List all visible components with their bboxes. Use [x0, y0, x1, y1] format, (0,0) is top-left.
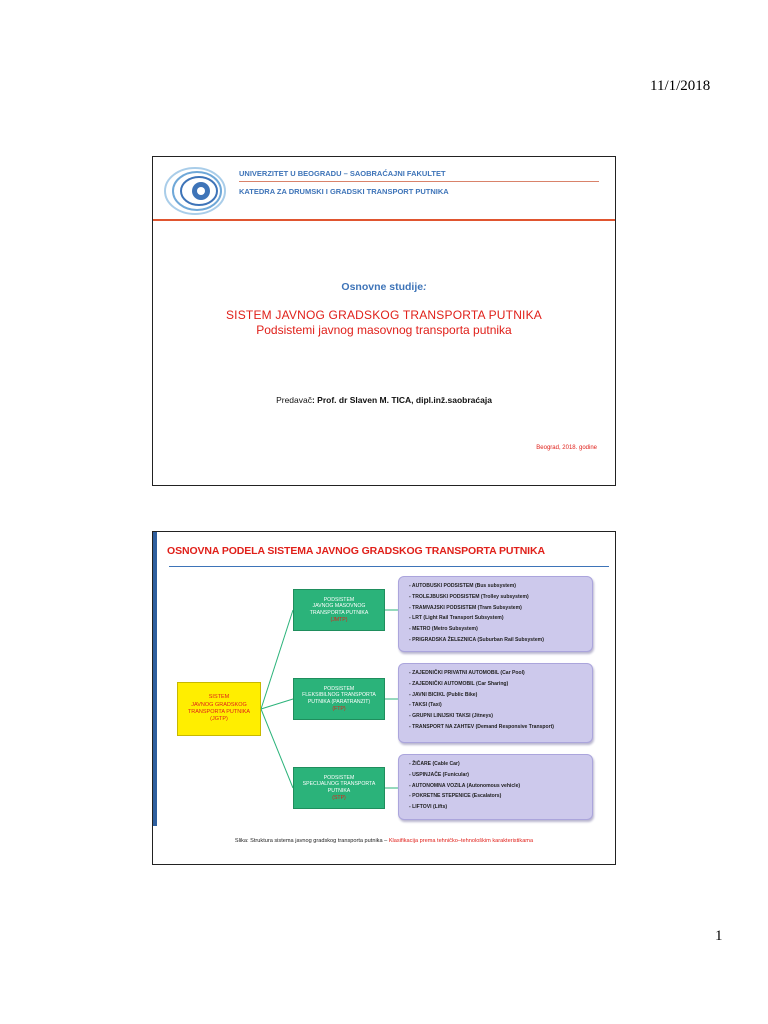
header-separator — [153, 219, 615, 221]
list-item: - PRIGRADSKA ŽELEZNICA (Suburban Rail Subsystem) — [409, 636, 544, 643]
faculty-logo-icon — [163, 165, 227, 217]
subsystem-box-jmtp: PODSISTEM JAVNOG MASOVNOG TRANSPORTA PUTNIKA (JMTP) — [293, 589, 385, 631]
slide-title — [152, 156, 616, 486]
list-item: - LRT (Light Rail Transport Subsystem) — [409, 615, 504, 622]
list-item: - JAVNI BICIKL (Public Bike) — [409, 691, 478, 698]
list-item: - POKRETNE STEPENICE (Escalators) — [409, 793, 502, 800]
page-date: 11/1/2018 — [650, 78, 711, 94]
list-item: - GRUPNI LINIJSKI TAKSI (Jitneys) — [409, 713, 493, 720]
list-item: - TRANSPORT NA ZAHTEV (Demand Responsive Transport) — [409, 723, 554, 730]
page-number: 1 — [715, 928, 723, 944]
list-item: - LIFTOVI (Lifts) — [409, 804, 448, 811]
slide-classification — [152, 531, 616, 865]
list-item: - AUTONOMNA VOZILA (Autonomous vehicle) — [409, 782, 521, 789]
header-divider — [239, 181, 599, 182]
university-name: UNIVERZITET U BEOGRADU – SAOBRAĆAJNI FAKULTET — [239, 169, 446, 178]
connector-main-jmtp — [261, 610, 293, 709]
department-name: KATEDRA ZA DRUMSKI I GRADSKI TRANSPORT PUTNIKA — [239, 187, 449, 196]
list-item: - ZAJEDNIČKI PRIVATNI AUTOMOBIL (Car Pool) — [409, 670, 525, 676]
slide-title: OSNOVNA PODELA SISTEMA JAVNOG GRADSKOG TRANSPORTA PUTNIKA — [167, 545, 545, 557]
lecture-subtitle: Podsistemi javnog masovnog transporta putnika — [256, 323, 512, 337]
list-item: - AUTOBUSKI PODSISTEM (Bus subsystem) — [409, 583, 516, 589]
list-item: - ZAJEDNIČKI AUTOMOBIL (Car Sharing) — [409, 680, 509, 687]
list-stp — [398, 754, 593, 820]
subsystem-box-stp: PODSISTEM SPECIJALNOG TRANSPORTA PUTNIKA (STP) — [293, 767, 385, 809]
connector-main-ftp — [261, 699, 293, 709]
list-jmtp — [398, 576, 593, 652]
lecture-title: SISTEM JAVNOG GRADSKOG TRANSPORTA PUTNIKA — [225, 308, 543, 322]
list-item: - USPINJAČE (Funicular) — [409, 771, 469, 778]
lecturer: Predavač: Prof. dr Slaven M. TICA, dipl.inž.saobraćaja — [276, 395, 492, 405]
figure-caption: Slika: Struktura sistema javnog gradskog transporta putnika – Klasifikacija prema tehničko–tehnološkim karakteristikama — [234, 838, 534, 844]
list-item: - ŽIČARE (Cable Car) — [409, 761, 460, 767]
main-system-box: SISTEM JAVNOG GRADSKOG TRANSPORTA PUTNIKA (JGTP) — [177, 682, 261, 736]
studies-label: Osnovne studije: — [341, 281, 427, 293]
list-item: - METRO (Metro Subsystem) — [409, 626, 478, 633]
list-ftp — [398, 663, 593, 743]
connector-main-stp — [261, 709, 293, 788]
list-item: - TAKSI (Taxi) — [409, 702, 442, 709]
list-item: - TRAMVAJSKI PODSISTEM (Tram Subsystem) — [409, 604, 522, 611]
city-year: Beograd, 2018. godine — [536, 445, 597, 451]
subsystem-box-ftp: PODSISTEM FLEKSIBILNOG TRANSPORTA PUTNIKA (PARATRANZIT) (FTP) — [293, 678, 385, 720]
list-item: - TROLEJBUSKI PODSISTEM (Trolley subsystem) — [409, 593, 529, 600]
